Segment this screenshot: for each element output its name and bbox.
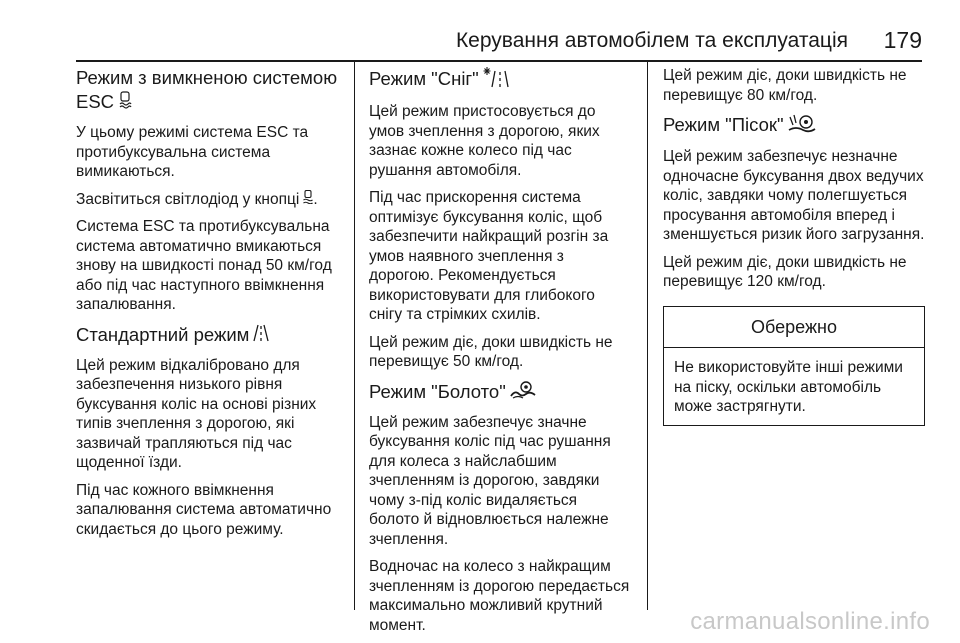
paragraph: Засвітиться світлодіод у кнопці . xyxy=(76,190,318,208)
paragraph: Цей режим діє, доки швидкість не перевищує 80 км/год. xyxy=(663,67,907,104)
paragraph: Під час кожного ввімкнення запалювання система автоматично скидається до цього режиму. xyxy=(76,481,332,538)
paragraph: У цьому режимі система ESC та протибуксувальна система вимикаються. xyxy=(76,124,309,181)
standard-road-icon xyxy=(253,324,269,348)
header-title: Керування автомобілем та експлуатація xyxy=(455,29,848,52)
column-3 xyxy=(663,66,925,426)
sand-icon xyxy=(788,113,816,139)
paragraph: Цей режим забезпечує значне буксування коліс під час рушання для колеса з найслабшим зчепленням із дорогою, завдяки чому з-під коліс видаляється болото й відновлюється належне зчеплення. xyxy=(369,413,611,548)
paragraph: Цей режим діє, доки швидкість не перевищує 120 км/год. xyxy=(663,253,907,291)
esc-button-icon xyxy=(303,190,313,210)
watermark: carmanualsonline.info xyxy=(690,608,930,635)
column-2 xyxy=(369,66,631,643)
heading-esc-off: Режим з вимкненою системою ESC xyxy=(76,66,341,115)
paragraph: Система ESC та протибуксувальна система автоматично вмикаються знову на швидкості понад 50 км/год або під час наступного ввімкнення запалювання. xyxy=(76,218,332,314)
mud-icon xyxy=(510,381,536,405)
warning-title: Обережно xyxy=(664,307,924,349)
column-divider-1 xyxy=(354,62,355,610)
heading-standard-mode: Стандартний режим xyxy=(76,323,341,348)
column-divider-2 xyxy=(647,62,648,610)
paragraph: Цей режим діє, доки швидкість не перевищує 50 км/год. xyxy=(369,333,613,370)
esc-off-icon xyxy=(118,91,132,115)
column-1 xyxy=(76,66,341,547)
paragraph: Цей режим пристосовується до умов зчеплення з дорогою, яких зазнає кожне колесо під час рушання автомобіля. xyxy=(369,103,600,179)
heading-snow-mode: Режим "Сніг" xyxy=(369,66,631,94)
page-header xyxy=(0,0,960,62)
page-number: 179 xyxy=(883,27,922,53)
paragraph: Цей режим відкалібровано для забезпечення низького рівня буксування коліс на основі різних типів зчеплення з дорогою, які зазвичай трапляються під час щоденної їзди. xyxy=(76,356,317,472)
heading-mud-mode: Режим "Болото" xyxy=(369,380,631,405)
warning-box xyxy=(663,306,925,426)
heading-sand-mode: Режим "Пісок" xyxy=(663,113,925,139)
header-rule xyxy=(76,60,922,62)
snow-icon xyxy=(483,66,509,94)
paragraph: Цей режим забезпечує незначне одночасне буксування двох ведучих коліс, завдяки чому полегшується просування автомобіля вперед і зменшується ризик його загрузання. xyxy=(663,148,925,244)
paragraph: Водночас на колесо з найкращим зчепленням із дорогою передається максимально можливий крутний момент. xyxy=(369,558,630,634)
paragraph: Під час прискорення система оптимізує буксування коліс, щоб забезпечити найкращий розгін за умов наявного зчеплення з дорогою. Рекомендується використовувати для глибокого снігу та стрімких схилів. xyxy=(369,189,609,323)
warning-text: Не використовуйте інші режими на піску, оскільки автомобіль може застрягнути. xyxy=(674,359,903,416)
